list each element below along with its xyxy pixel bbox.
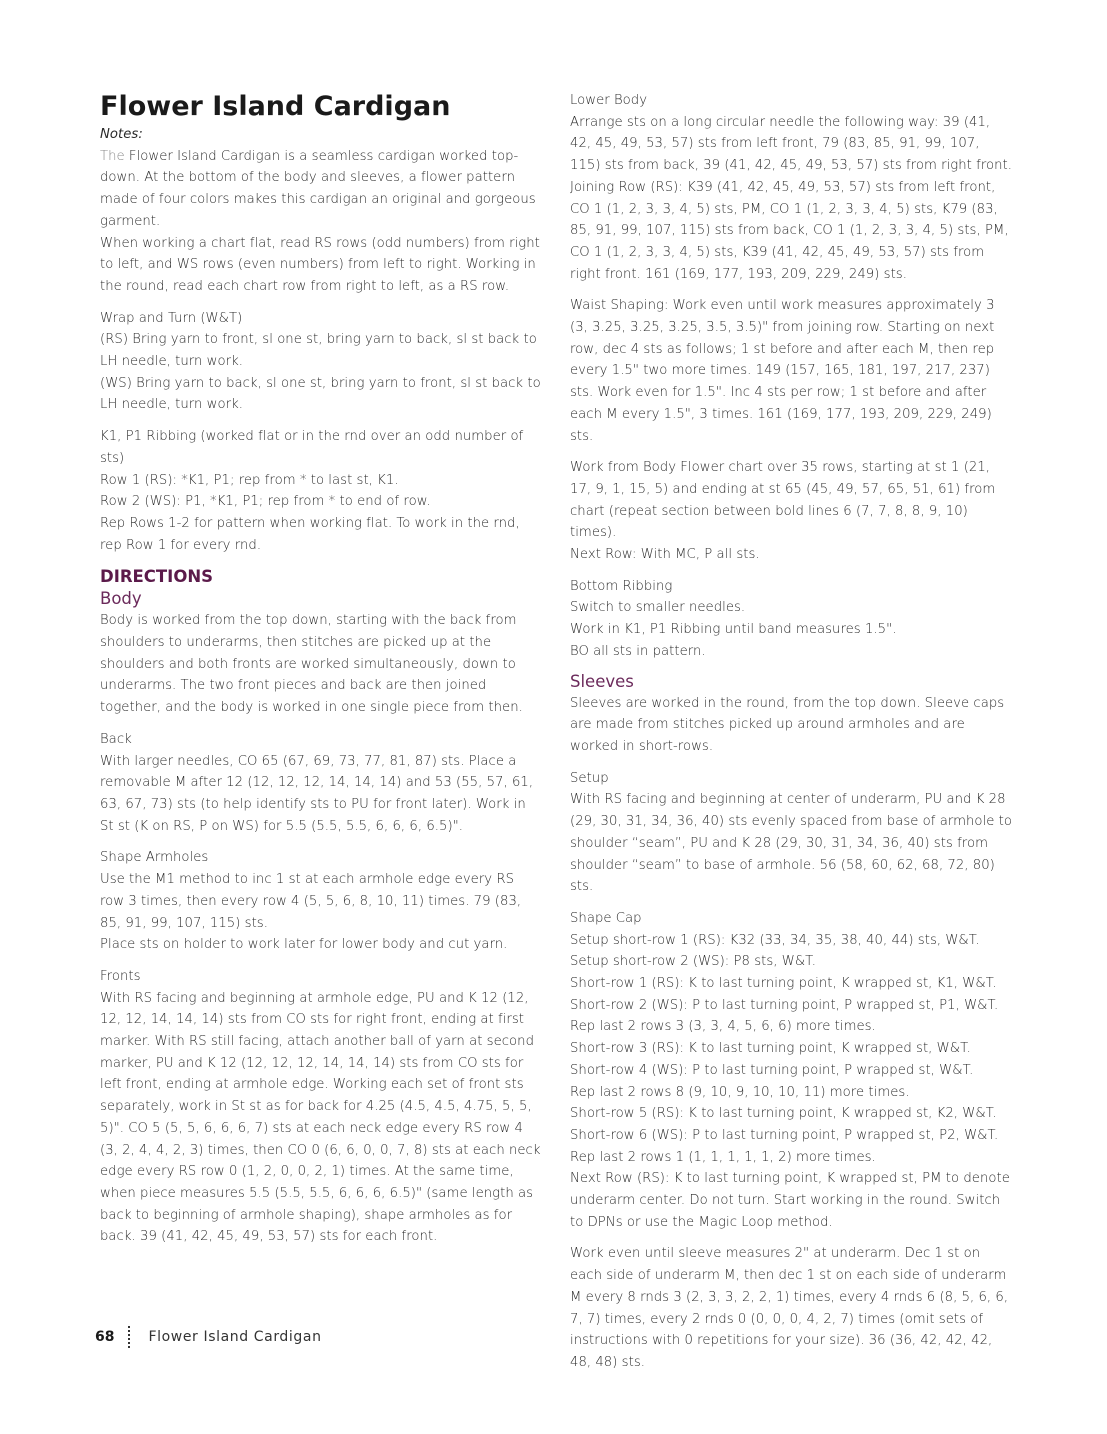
directions-heading: DIRECTIONS bbox=[100, 567, 214, 587]
setup-heading: Setup bbox=[570, 770, 609, 786]
wrap-heading: Wrap and Turn (W&T) bbox=[100, 310, 243, 326]
ribbing-row1: Row 1 (RS): *K1, P1; rep from * to last st, K1. bbox=[100, 472, 399, 488]
armholes-heading: Shape Armholes bbox=[100, 850, 209, 866]
armholes-text: Use the M1 method to inc 1 st at each armhole edge every RS row 3 times, then every row 4 (5, 5, 6, 8, 10, 11) times. 79 (83, 85, 91, 99, 107, 115) sts. bbox=[100, 872, 522, 931]
cap-line: Rep last 2 rows 1 (1, 1, 1, 1, 1, 2) more times. bbox=[570, 1149, 876, 1165]
back-heading: Back bbox=[100, 731, 132, 747]
notes-label: Notes: bbox=[100, 127, 143, 142]
ribbing-row2: Row 2 (WS): P1, *K1, P1; rep from * to end of row. bbox=[100, 494, 431, 510]
cap-line: Short-row 2 (WS): P to last turning point, P wrapped st, P1, W&T. bbox=[570, 997, 999, 1013]
lower-body-heading: Lower Body bbox=[570, 93, 648, 108]
bottom-ribbing-line1: Switch to smaller needles. bbox=[570, 600, 746, 616]
cap-line: Short-row 1 (RS): K to last turning point, K wrapped st, K1, W&T. bbox=[570, 976, 997, 992]
shape-cap-heading: Shape Cap bbox=[570, 910, 642, 926]
footer-divider bbox=[128, 1326, 132, 1348]
intro-lead: The bbox=[100, 148, 125, 164]
body-text: Body is worked from the top down, starting with the back from shoulders to underarms, then stitches are picked up at the shoulders and both fronts are worked simultaneously, down to underarms. The two front pieces and back are then joined together, and the body is worked in one single piece from then. bbox=[100, 613, 523, 716]
bottom-ribbing-heading: Bottom Ribbing bbox=[570, 578, 673, 594]
chart-note: When working a chart flat, read RS rows (odd numbers) from right to left, and WS rows (even numbers) from left to right. Working in the round, read each chart row from right to left, as a RS row. bbox=[100, 235, 540, 294]
cap-line: Short-row 3 (RS): K to last turning point, K wrapped st, W&T. bbox=[570, 1041, 971, 1057]
page-footer bbox=[95, 1323, 322, 1351]
cap-line: Short-row 6 (WS): P to last turning point, P wrapped st, P2, W&T. bbox=[570, 1127, 999, 1143]
waist-shaping: Waist Shaping: Work even until work measures approximately 3 (3, 3.25, 3.25, 3.25, 3.5, 3.5)" from joining row. Starting on next row, dec 4 sts as follows; 1 st before and after each M, then rep every 1.5" two more times. 149 (157, 165, 181, 197, 217, 237) sts. Work even for 1.5". Inc 4 sts per row; 1 st before and after each M every 1.5", 3 times. 161 (169, 177, 193, 209, 229, 249) sts. bbox=[570, 298, 995, 444]
left-column bbox=[100, 90, 542, 1248]
intro-text: Flower Island Cardigan is a seamless cardigan worked top-down. At the bottom of the body and sleeves, a flower pattern made of four colors makes this cardigan an original and gorgeous garment. bbox=[100, 148, 536, 229]
wrap-ws: (WS) Bring yarn to back, sl one st, bring yarn to front, sl st back to LH needle, turn work. bbox=[100, 375, 541, 413]
cap-line: Short-row 4 (WS): P to last turning point, P wrapped st, W&T. bbox=[570, 1062, 974, 1078]
lower-body-text: Arrange sts on a long circular needle the following way: 39 (41, 42, 45, 49, 53, 57) sts from left front, 79 (83, 85, 91, 99, 107, 115) sts from back, 39 (41, 42, 45, 49, 53, 57) sts from right front. bbox=[570, 114, 1012, 174]
flower-next-row: Next Row: With MC, P all sts. bbox=[570, 547, 760, 563]
ribbing-rep: Rep Rows 1-2 for pattern when working flat. To work in the rnd, rep Row 1 for every rnd. bbox=[100, 515, 520, 553]
bottom-ribbing-line2: Work in K1, P1 Ribbing until band measures 1.5". bbox=[570, 622, 897, 638]
body-heading: Body bbox=[100, 589, 142, 609]
cap-line: Short-row 5 (RS): K to last turning point, K wrapped st, K2, W&T. bbox=[570, 1106, 997, 1122]
right-column bbox=[570, 90, 1012, 1374]
armholes-text2: Place sts on holder to work later for lower body and cut yarn. bbox=[100, 937, 508, 953]
footer-title: Flower Island Cardigan bbox=[148, 1329, 322, 1345]
fronts-heading: Fronts bbox=[100, 968, 141, 984]
bottom-ribbing-line3: BO all sts in pattern. bbox=[570, 643, 706, 659]
fronts-text: With RS facing and beginning at armhole edge, PU and K 12 (12, 12, 12, 14, 14, 14) sts from CO sts for right front, ending at first marker. With RS still facing, attach another ball of yarn at second marker, PU and K 12 (12, 12, 12, 14, 14, 14) sts from CO sts for left front, ending at armhole edge. Working each set of front sts separately, work in St st as for back for 4.25 (4.5, 4.5, 4.75, 5, 5, 5)". CO 5 (5, 5, 6, 6, 6, 7) sts at each neck edge every RS row 4 (3, 2, 4, 4, 2, 3) times, then CO 0 (6, 6, 0, 0, 7, 8) sts at each neck edge every RS row 0 (1, 2, 0, 0, 2, 1) times. At the same time, when piece measures 5.5 (5.5, 5.5, 6, 6, 6, 6.5)" (same length as back to beginning of armhole shaping), shape armholes as for back. 39 (41, 42, 45, 49, 53, 57) sts for each front. bbox=[100, 990, 541, 1245]
sleeve-even-text: Work even until sleeve measures 2" at underarm. Dec 1 st on each side of underarm M, then dec 1 st on each side of underarm M every 8 rnds 3 (2, 3, 3, 2, 2, 1) times, every 4 rnds 6 (8, 5, 6, 6, 7, 7) times, every 2 rnds 0 (0, 0, 0, 4, 2, 7) times (omit sets of instructions with 0 repetitions for your size). 36 (36, 42, 42, 42, 48, 48) sts. bbox=[570, 1246, 1009, 1370]
sleeves-heading: Sleeves bbox=[570, 671, 634, 691]
page-title: Flower Island Cardigan bbox=[100, 91, 451, 122]
cap-line: Rep last 2 rows 3 (3, 3, 4, 5, 6, 6) more times. bbox=[570, 1019, 876, 1035]
ribbing-heading: K1, P1 Ribbing (worked flat or in the rnd over an odd number of sts) bbox=[100, 429, 524, 466]
cap-line: Rep last 2 rows 8 (9, 10, 9, 10, 10, 11) more times. bbox=[570, 1084, 910, 1100]
setup-text: With RS facing and beginning at center of underarm, PU and K 28 (29, 30, 31, 34, 36, 40) sts evenly spaced from base of armhole to shoulder “seam”, PU and K 28 (29, 30, 31, 34, 36, 40) sts from shoulder “seam” to base of armhole. 56 (58, 60, 62, 68, 72, 80) sts. bbox=[570, 792, 1012, 895]
cap-line: Setup short-row 2 (WS): P8 sts, W&T. bbox=[570, 954, 816, 970]
sleeves-text: Sleeves are worked in the round, from the top down. Sleeve caps are made from stitches picked up around armholes and are worked in short-rows. bbox=[570, 695, 1005, 754]
cap-line: Setup short-row 1 (RS): K32 (33, 34, 35, 38, 40, 44) sts, W&T. bbox=[570, 932, 980, 948]
back-text: With larger needles, CO 65 (67, 69, 73, 77, 81, 87) sts. Place a removable M after 12 (12, 12, 12, 14, 14, 14) and 53 (55, 57, 61, 63, 67, 73) sts (to help identify sts to PU for front later). Work in St st (K on RS, P on WS) for 5.5 (5.5, 5.5, 6, 6, 6, 6.5)". bbox=[100, 753, 534, 834]
flower-chart-text: Work from Body Flower chart over 35 rows, starting at st 1 (21, 17, 9, 1, 15, 5) and ending at st 65 (45, 49, 57, 65, 51, 61) from chart (repeat section between bold lines 6 (7, 7, 8, 8, 9, 10) times). bbox=[570, 460, 996, 541]
joining-row: Joining Row (RS): K39 (41, 42, 45, 49, 53, 57) sts from left front, CO 1 (1, 2, 3, 3, 4, 5) sts, PM, CO 1 (1, 2, 3, 3, 4, 5) sts, K79 (83, 85, 91, 99, 107, 115) sts from back, CO 1 (1, 2, 3, 3, 4, 5) sts, PM, CO 1 (1, 2, 3, 3, 4, 5) sts, K39 (41, 42, 45, 49, 53, 57) sts from right front. 161 (169, 177, 193, 209, 229, 249) sts. bbox=[570, 179, 1009, 282]
intro-paragraph bbox=[100, 146, 542, 233]
cap-next-row: Next Row (RS): K to last turning point, K wrapped st, PM to denote underarm center. Do not turn. Start working in the round. Switch to DPNs or use the Magic Loop method. bbox=[570, 1171, 1010, 1230]
page-number: 68 bbox=[95, 1329, 115, 1345]
wrap-rs: (RS) Bring yarn to front, sl one st, bring yarn to back, sl st back to LH needle, turn work. bbox=[100, 332, 537, 370]
